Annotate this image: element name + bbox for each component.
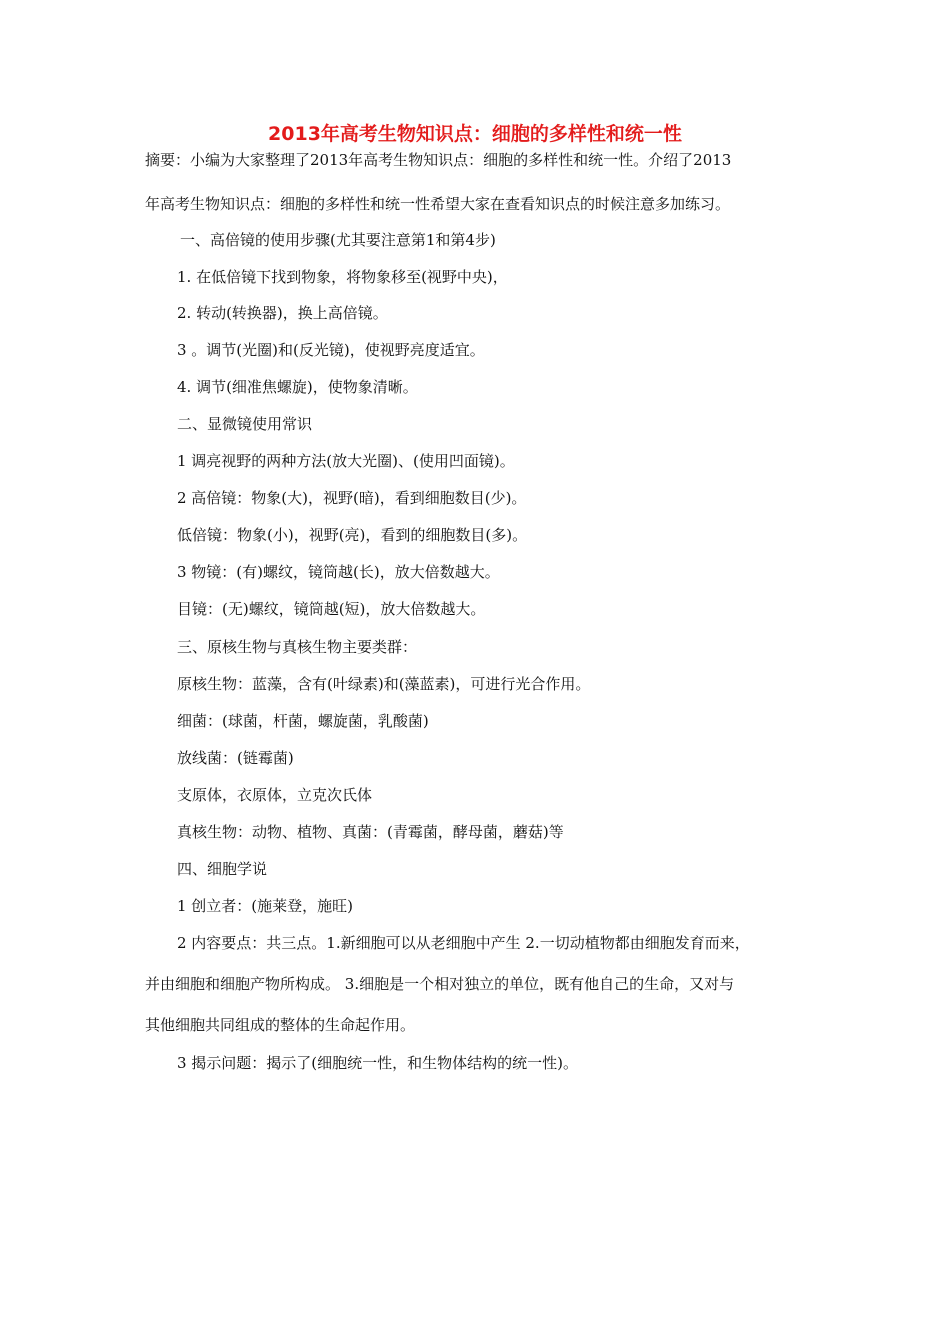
list-item-s3-4: 支原体，衣原体，立克次氏体 — [177, 786, 373, 804]
abstract-line-1: 摘要：小编为大家整理了2013年高考生物知识点：细胞的多样性和统一性。介绍了2013 — [145, 151, 732, 169]
section-heading-2: 二、显微镜使用常识 — [177, 415, 313, 433]
list-item-s1-4: 4. 调节(细准焦螺旋)，使物象清晰。 — [177, 378, 418, 396]
list-item-s4-3: 3 揭示问题：揭示了(细胞统一性，和生物体结构的统一性)。 — [177, 1054, 579, 1072]
list-item-s2-5: 目镜：(无)螺纹，镜筒越(短)，放大倍数越大。 — [177, 600, 486, 618]
list-item-s4-2-line-3: 其他细胞共同组成的整体的生命起作用。 — [145, 1016, 416, 1034]
list-item-s1-2: 2. 转动(转换器)，换上高倍镜。 — [177, 304, 388, 322]
list-item-s3-3: 放线菌：(链霉菌) — [177, 749, 294, 767]
list-item-s3-2: 细菌：(球菌，杆菌，螺旋菌，乳酸菌) — [177, 712, 429, 730]
list-item-s4-2-line-1: 2 内容要点：共三点。1.新细胞可以从老细胞中产生 2.一切动植物都由细胞发育而来， — [177, 934, 750, 952]
section-heading-3: 三、原核生物与真核生物主要类群： — [177, 638, 418, 656]
list-item-s2-1: 1 调亮视野的两种方法(放大光圈)、(使用凹面镜)。 — [177, 452, 515, 470]
list-item-s3-5: 真核生物：动物、植物、真菌：(青霉菌，酵母菌，蘑菇)等 — [177, 823, 564, 841]
list-item-s1-3: 3 。调节(光圈)和(反光镜)，使视野亮度适宜。 — [177, 341, 485, 359]
list-item-s3-1: 原核生物：蓝藻，含有(叶绿素)和(藻蓝素)，可进行光合作用。 — [177, 675, 591, 693]
list-item-s2-4: 3 物镜：(有)螺纹，镜筒越(长)，放大倍数越大。 — [177, 563, 500, 581]
section-heading-1: 一、高倍镜的使用步骤(尤其要注意第1和第4步) — [180, 231, 496, 249]
list-item-s4-1: 1 创立者：(施莱登，施旺) — [177, 897, 354, 915]
list-item-s2-2: 2 高倍镜：物象(大)，视野(暗)，看到细胞数目(少)。 — [177, 489, 527, 507]
list-item-s1-1: 1. 在低倍镜下找到物象，将物象移至(视野中央)， — [177, 268, 508, 286]
list-item-s2-3: 低倍镜：物象(小)，视野(亮)，看到的细胞数目(多)。 — [177, 526, 528, 544]
abstract-line-2: 年高考生物知识点：细胞的多样性和统一性希望大家在查看知识点的时候注意多加练习。 — [145, 195, 731, 213]
document-title: 2013年高考生物知识点：细胞的多样性和统一性 — [268, 123, 682, 145]
list-item-s4-2-line-2: 并由细胞和细胞产物所构成。 3.细胞是一个相对独立的单位，既有他自己的生命，又对与 — [145, 975, 735, 993]
section-heading-4: 四、细胞学说 — [177, 860, 268, 878]
